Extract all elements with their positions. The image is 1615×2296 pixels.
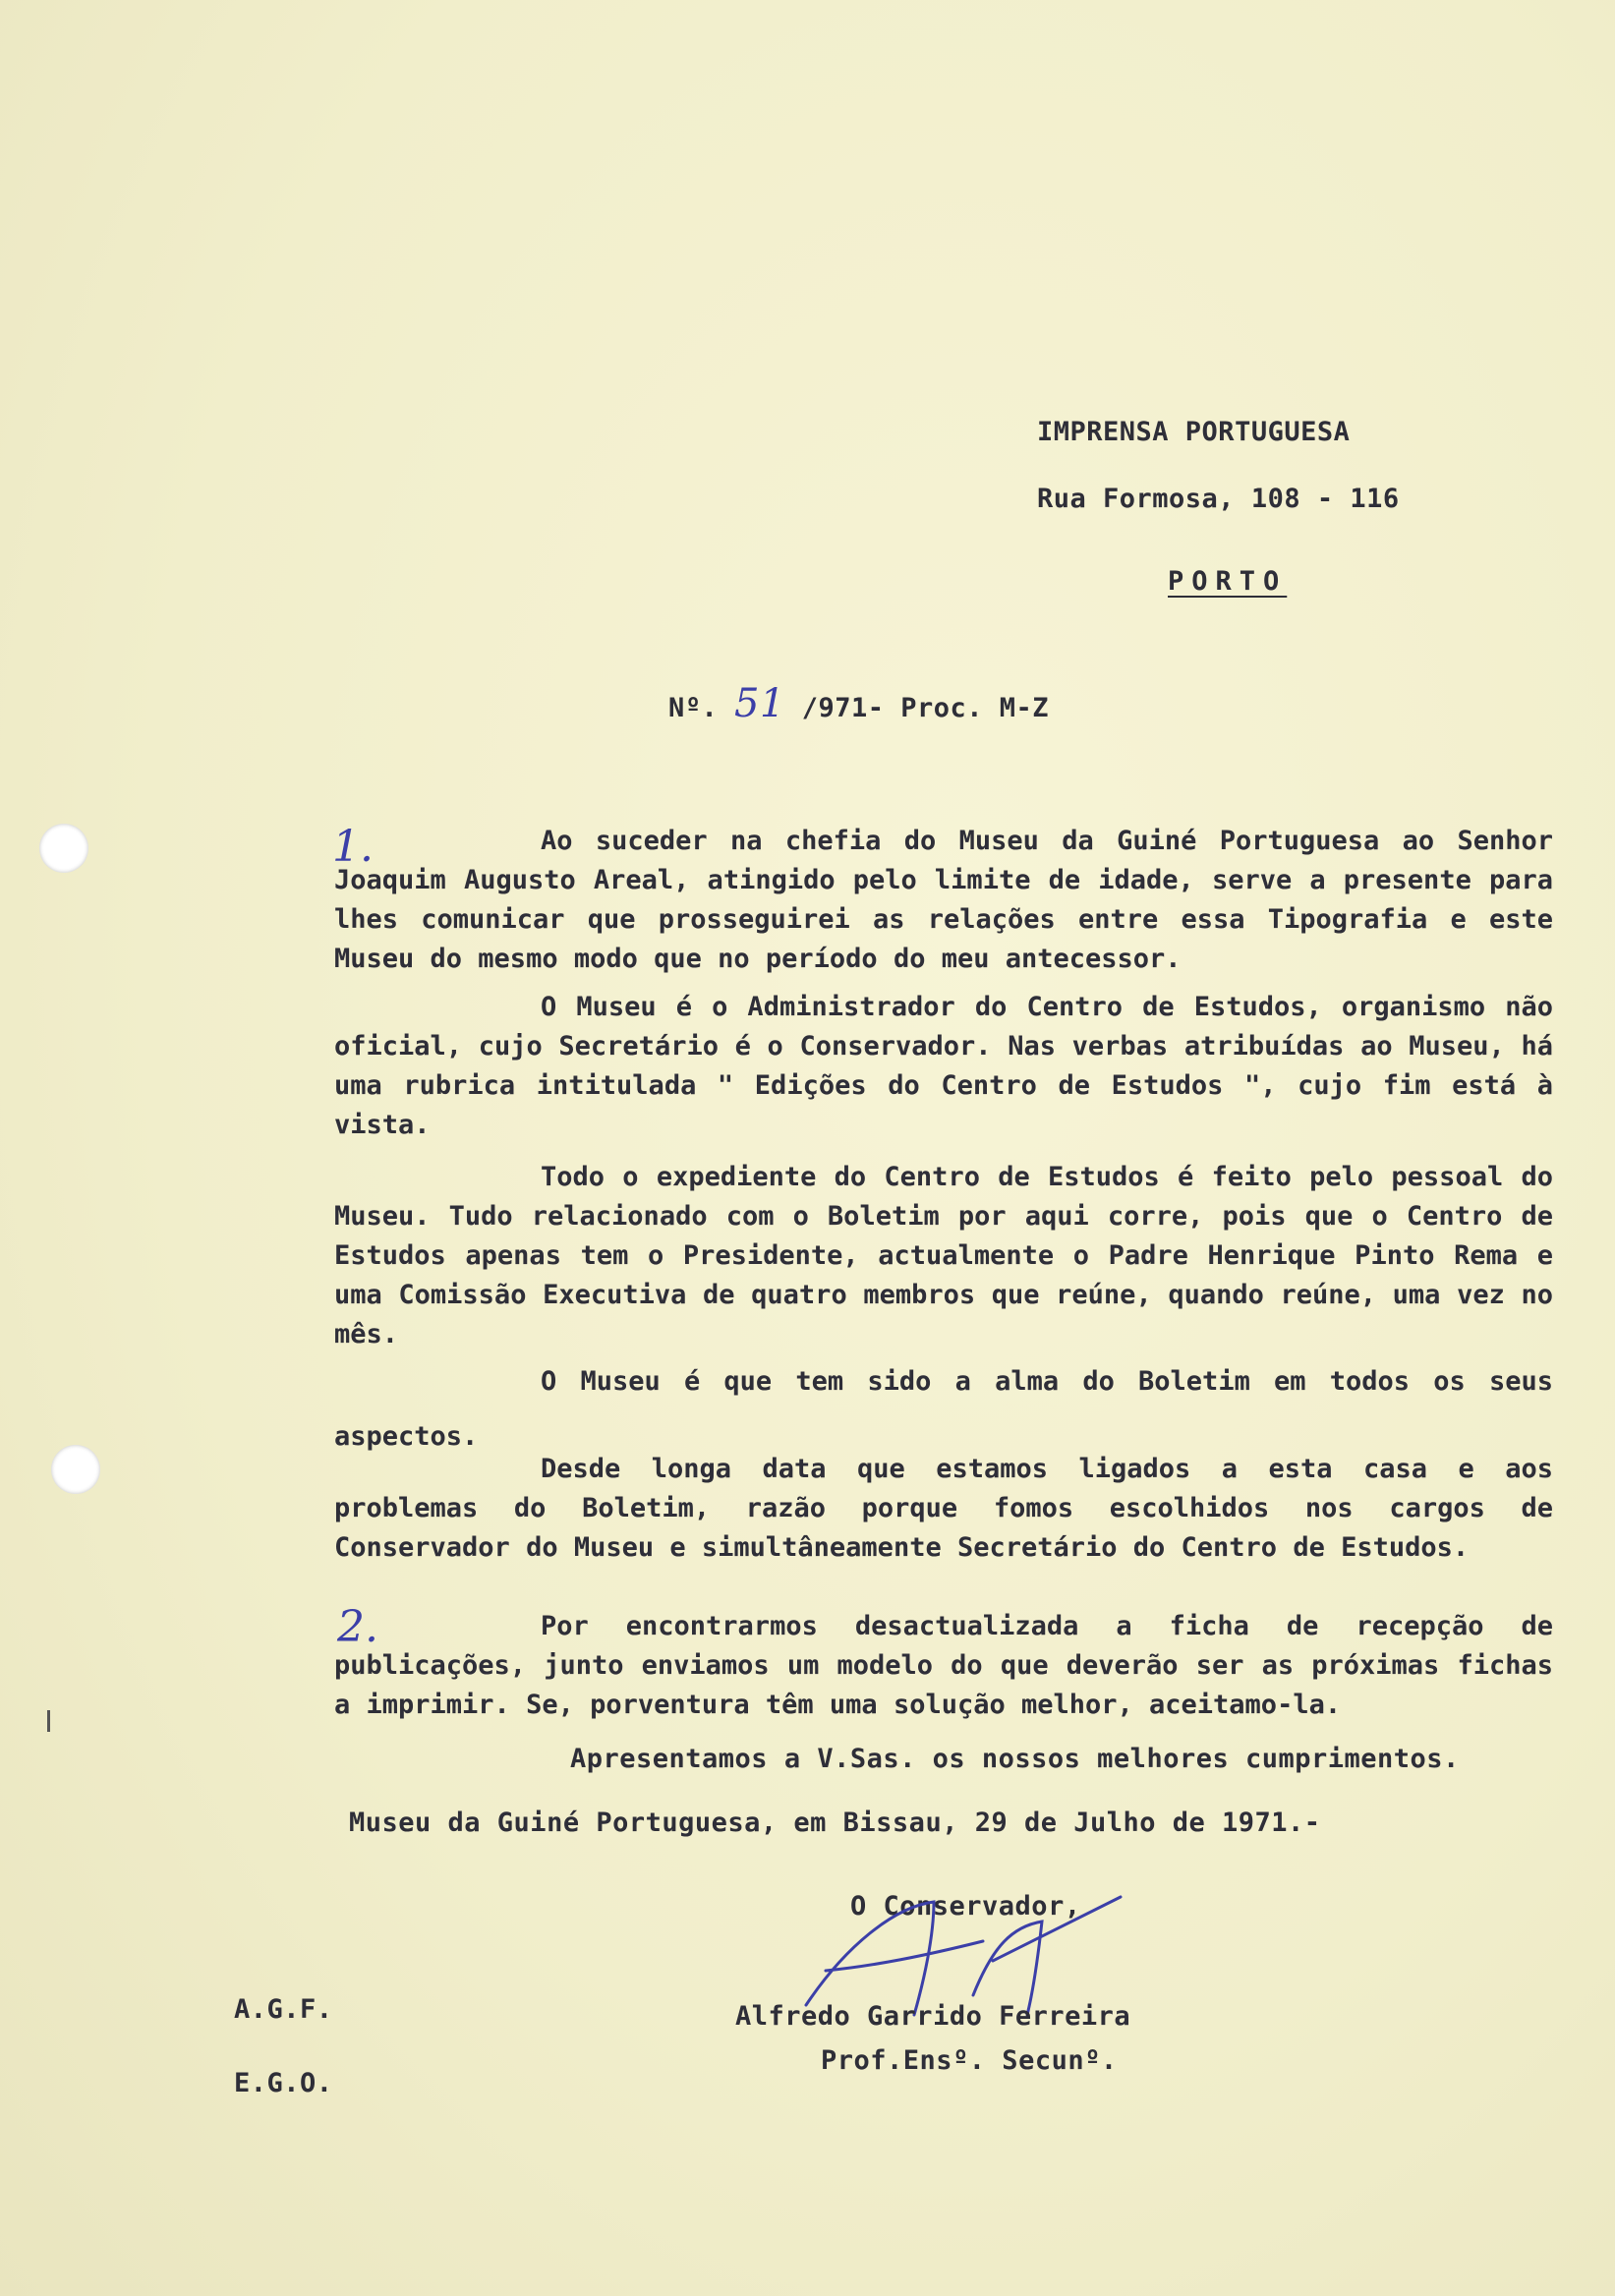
paragraph-3: Todo o expediente do Centro de Estudos é feito pelo pessoal do Museu. Tudo relacionado com o Boletim por aqui corre, pois que o Centro de Estudos apenas tem o Presidente, actualmente o Padre Henrique Pinto Rema e uma Comissão Executiva de quatro membros que reúne, quando reúne, uma vez no mês.: [334, 1162, 1553, 1349]
punch-hole-bottom: [51, 1445, 100, 1494]
addressee-company: IMPRENSA PORTUGUESA: [1037, 417, 1351, 447]
signature-title: Prof.Ensº. Secunº.: [821, 2045, 1118, 2076]
paragraph-6: Por encontrarmos desactualizada a ficha de recepção de publicações, junto enviamos um modelo do que deverão ser as próximas fichas a imprimir. Se, porventura têm uma solução melhor, aceitamo-la.: [334, 1611, 1553, 1720]
margin-mark: [47, 1710, 50, 1732]
place-date: Museu da Guiné Portuguesa, em Bissau, 29 de Julho de 1971.-: [349, 1808, 1321, 1838]
initials-2: E.G.O.: [234, 2068, 333, 2098]
reference-number: 51: [734, 681, 785, 726]
section-number-1: 1.: [332, 822, 374, 872]
punch-hole-top: [39, 824, 88, 873]
signature-name: Alfredo Garrido Ferreira: [735, 2001, 1131, 2032]
paragraph-5: Desde longa data que estamos ligados a esta casa e aos problemas do Boletim, razão porque fomos escolhidos nos cargos de Conservador do Museu e simultâneamente Secretário do Centro de Estudos.: [334, 1454, 1553, 1563]
closing-line: Apresentamos a V.Sas. os nossos melhores cumprimentos.: [570, 1744, 1460, 1774]
reference-suffix: /971- Proc. M-Z: [801, 693, 1050, 723]
addressee-street: Rua Formosa, 108 - 116: [1037, 484, 1400, 514]
paragraph-2: O Museu é o Administrador do Centro de Estudos, organismo não oficial, cujo Secretário é o Conservador. Nas verbas atribuídas ao Museu, há uma rubrica intitulada " Edições do Centro de Estudos ", cujo fim está à vista.: [334, 992, 1553, 1140]
reference-prefix: Nº.: [668, 693, 719, 723]
paragraph-1: Ao suceder na chefia do Museu da Guiné Portuguesa ao Senhor Joaquim Augusto Areal, atingido pelo limite de idade, serve a presente para lhes comunicar que prosseguirei as relações entre essa Tipografia e este Museu do mesmo modo que no período do meu antecessor.: [334, 826, 1553, 974]
paragraph-4: O Museu é que tem sido a alma do Boletim em todos os seus aspectos.: [334, 1366, 1553, 1452]
addressee-city: PORTO: [1168, 566, 1288, 597]
reference-line: [668, 681, 1050, 728]
signature-role: O Conservador,: [850, 1891, 1081, 1922]
section-number-2: 2.: [337, 1602, 378, 1652]
initials-1: A.G.F.: [234, 1994, 333, 2025]
